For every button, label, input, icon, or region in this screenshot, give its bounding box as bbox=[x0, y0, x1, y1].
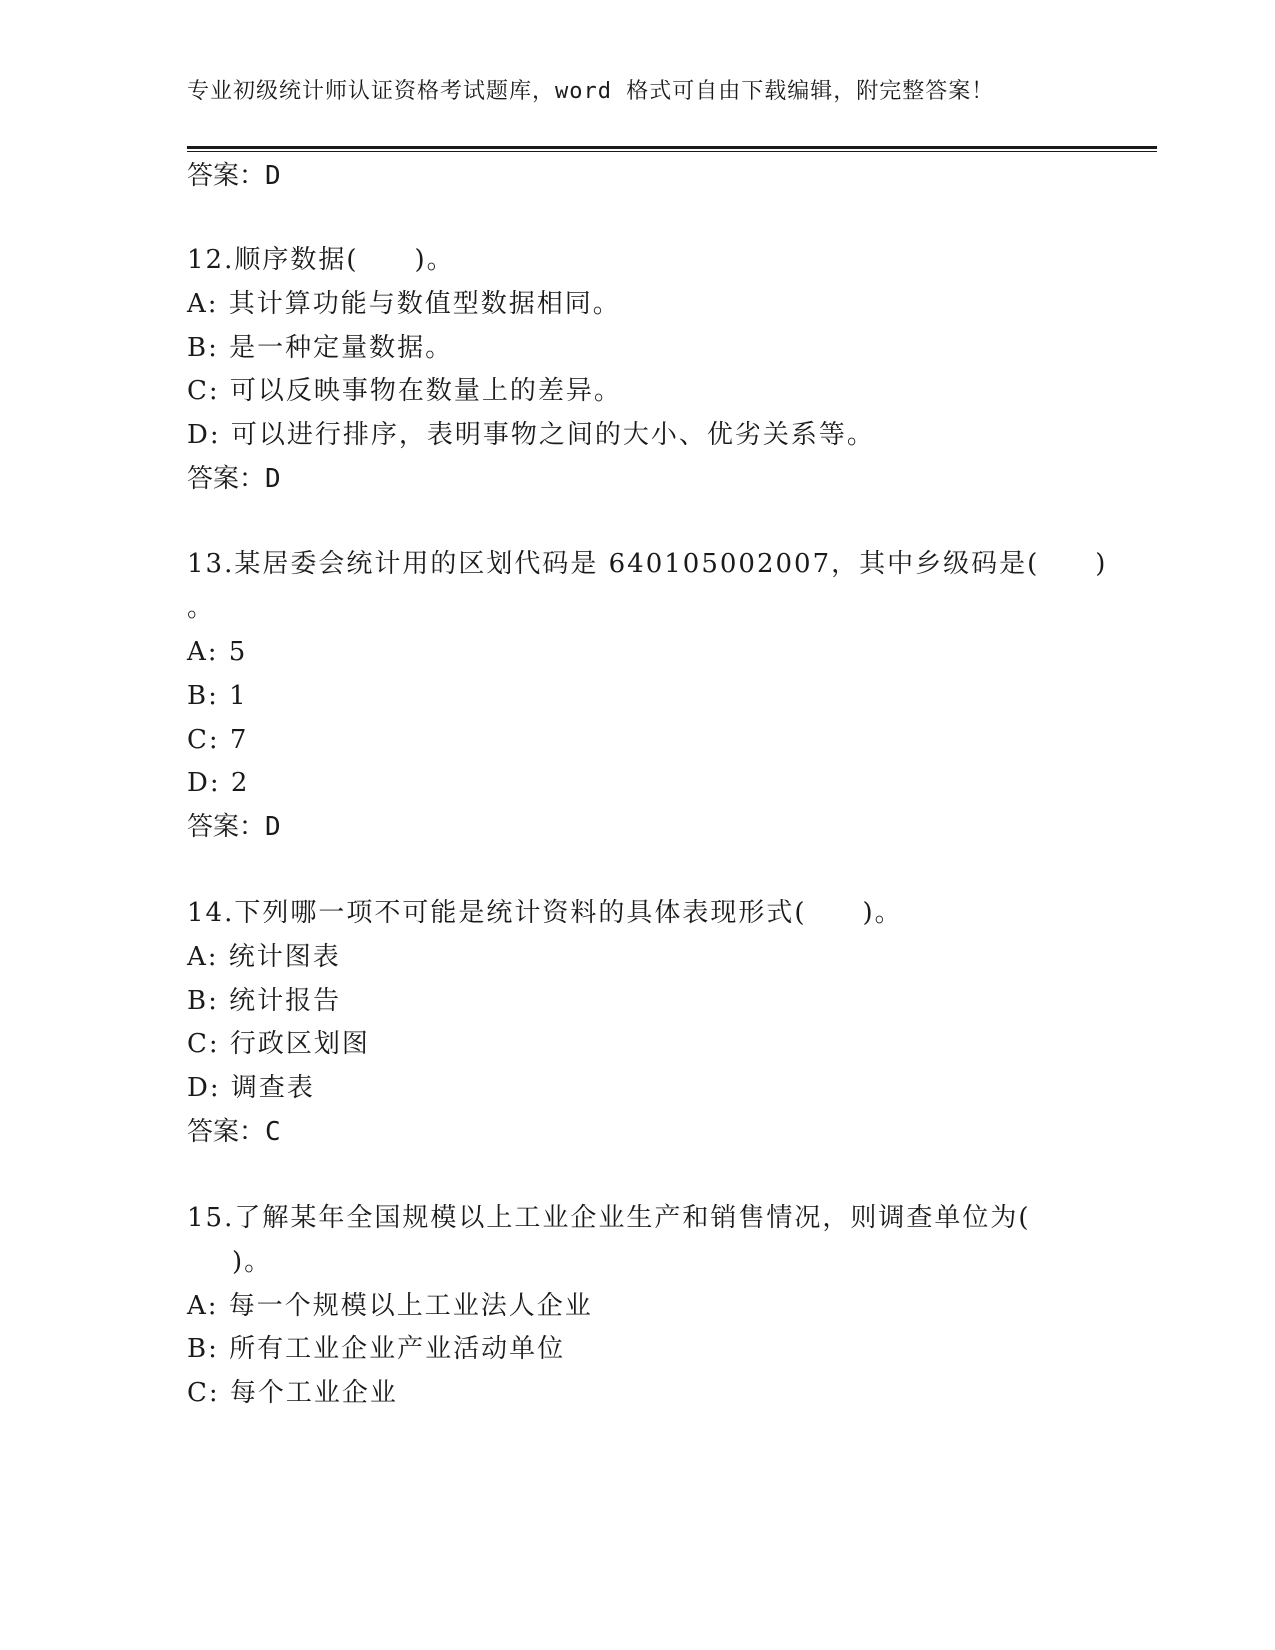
answer-line: 答案：D bbox=[187, 161, 281, 191]
question-stem-continuation: 。 bbox=[187, 593, 216, 623]
question-stem: 12.顺序数据( )。 bbox=[187, 245, 455, 275]
header-rule-thin bbox=[187, 151, 1157, 152]
option-c: C: 行政区划图 bbox=[187, 1029, 370, 1059]
option-b: B: 1 bbox=[187, 681, 248, 711]
option-c: C: 每个工业企业 bbox=[187, 1378, 398, 1408]
option-b: B: 统计报告 bbox=[187, 986, 342, 1016]
option-a: A: 每一个规模以上工业法人企业 bbox=[187, 1291, 593, 1321]
option-b: B: 是一种定量数据。 bbox=[187, 333, 454, 363]
option-a: A: 其计算功能与数值型数据相同。 bbox=[187, 289, 621, 319]
question-stem: 15.了解某年全国规模以上工业企业生产和销售情况，则调查单位为( bbox=[187, 1203, 1031, 1233]
option-a: A: 5 bbox=[187, 637, 248, 667]
answer-line: 答案：D bbox=[187, 812, 281, 842]
option-d: D: 可以进行排序，表明事物之间的大小、优劣关系等。 bbox=[187, 420, 875, 450]
question-stem-continuation: )。 bbox=[232, 1247, 273, 1277]
answer-line: 答案：D bbox=[187, 464, 281, 494]
option-d: D: 2 bbox=[187, 768, 250, 798]
question-stem: 14.下列哪一项不可能是统计资料的具体表现形式( )。 bbox=[187, 898, 903, 928]
question-stem: 13.某居委会统计用的区划代码是 640105002007，其中乡级码是( ) bbox=[187, 549, 1108, 579]
option-a: A: 统计图表 bbox=[187, 942, 341, 972]
option-b: B: 所有工业企业产业活动单位 bbox=[187, 1334, 566, 1364]
page-header: 专业初级统计师认证资格考试题库，word 格式可自由下载编辑，附完整答案！ bbox=[187, 79, 995, 104]
option-d: D: 调查表 bbox=[187, 1073, 315, 1103]
answer-line: 答案：C bbox=[187, 1117, 281, 1147]
option-c: C: 7 bbox=[187, 725, 249, 755]
header-rule-thick bbox=[187, 146, 1157, 149]
option-c: C: 可以反映事物在数量上的差异。 bbox=[187, 376, 622, 406]
